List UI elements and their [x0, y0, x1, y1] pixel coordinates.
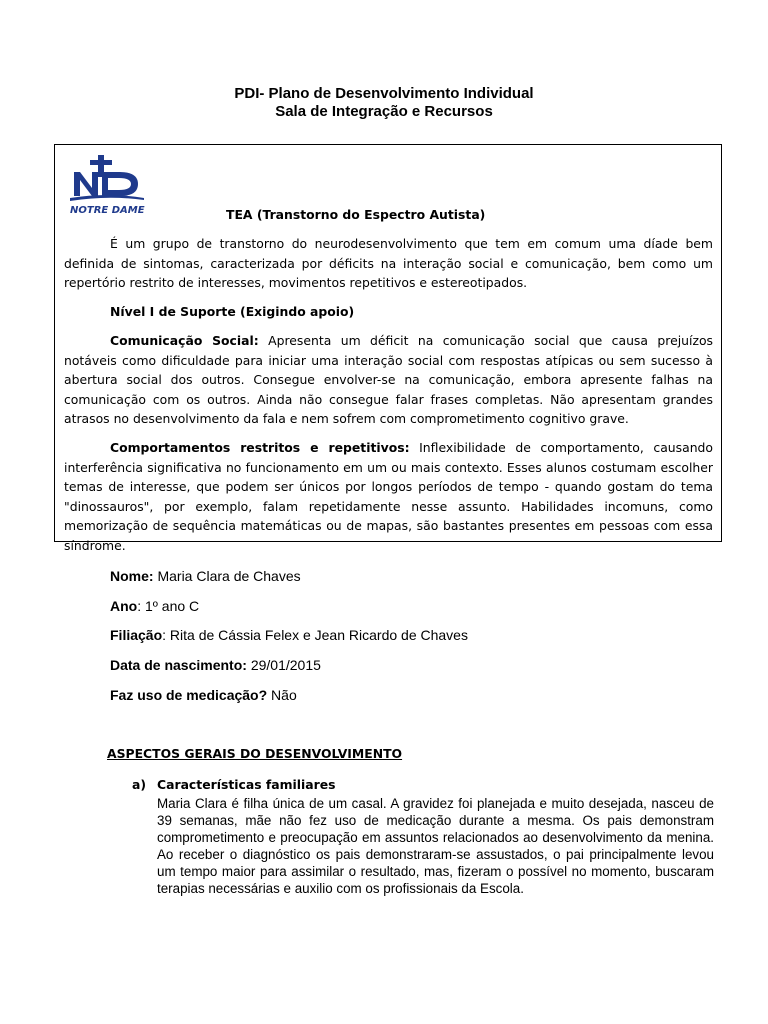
student-medication: [110, 686, 297, 704]
parents-label: Filiação: [110, 627, 163, 643]
parents-value: : Rita de Cássia Felex e Jean Ricardo de Chaves: [162, 627, 468, 643]
tea-title: TEA (Transtorno do Espectro Autista): [226, 207, 486, 222]
support-level: Nível I de Suporte (Exigindo apoio): [110, 304, 355, 319]
birth-label: Data de nascimento:: [110, 657, 247, 673]
document-subtitle: Sala de Integração e Recursos: [275, 103, 493, 120]
social-communication-text: Apresenta um déficit na comunicação social que causa prejuízos notáveis como dificuldade para iniciar uma interação social com respostas atípicas ou sem sucesso à abertura social dos outros. Consegue envolver-se na comunicação, embora apresente falhas na comunicação com os outros. Ainda não consegue falar frases completas. Não apresentam grandes atrasos no desenvolvimento da fala e nem sofrem com comprometimento cognitivo grave.: [64, 333, 713, 426]
notre-dame-logo: [68, 152, 148, 218]
family-characteristics-title: Características familiares: [157, 777, 336, 792]
social-communication-label: Comunicação Social:: [110, 333, 259, 348]
restricted-behavior-paragraph: [64, 438, 713, 555]
student-year: [110, 597, 199, 615]
medication-label: Faz uso de medicação?: [110, 687, 268, 703]
year-value: : 1º ano C: [137, 598, 200, 614]
document-title: PDI- Plano de Desenvolvimento Individual: [234, 85, 534, 102]
birth-value: 29/01/2015: [246, 657, 321, 673]
year-label: Ano: [110, 598, 138, 614]
restricted-behavior-label: Comportamentos restritos e repetitivos:: [110, 440, 410, 455]
family-characteristics-text: Maria Clara é filha única de um casal. A gravidez foi planejada e muito desejada, nasceu de 39 semanas, mãe não fez uso de medicação durante a mesma. Os pais demonstram comprometimento e preocupação em assuntos relacionados ao desenvolvimento da menina. Ao receber o diagnóstico os pais demonstraram-se assustados, o pai principalmente levou um tempo maior para assimilar o resultado, mas, fizeram o possível no momento, buscaram terapias necessárias e auxilio com os profissionais da Escola.: [157, 796, 714, 896]
student-parents: [110, 626, 468, 644]
section-heading: ASPECTOS GERAIS DO DESENVOLVIMENTO: [107, 746, 403, 761]
name-value: Maria Clara de Chaves: [153, 568, 301, 584]
list-marker: a): [132, 777, 147, 792]
social-communication-paragraph: [64, 331, 713, 429]
restricted-behavior-text: Inflexibilidade de comportamento, causando interferência significativa no funcionamento em um ou mais contexto. Esses alunos costumam escolher temas de interesse, que podem ser únicos por longos períodos de tempo - quando gostam do tema "dinossauros", por exemplo, falam repetidamente nesse assunto. Habilidades incomuns, como memorização de sequência matemáticas ou de mapas, são bastantes presentes em pessoas com essa síndrome.: [64, 440, 714, 553]
medication-value: Não: [267, 687, 297, 703]
name-label: Nome:: [110, 568, 154, 584]
student-name: [110, 567, 301, 585]
logo-text: NOTRE DAME: [70, 205, 145, 216]
student-birthdate: [110, 656, 321, 674]
tea-intro: É um grupo de transtorno do neurodesenvolvimento que tem em comum uma díade bem definida de sintomas, caracterizada por déficits na interação social e comunicação, bem como um repertório restrito de interesses, movimentos repetitivos e estereotipados.: [64, 236, 713, 290]
